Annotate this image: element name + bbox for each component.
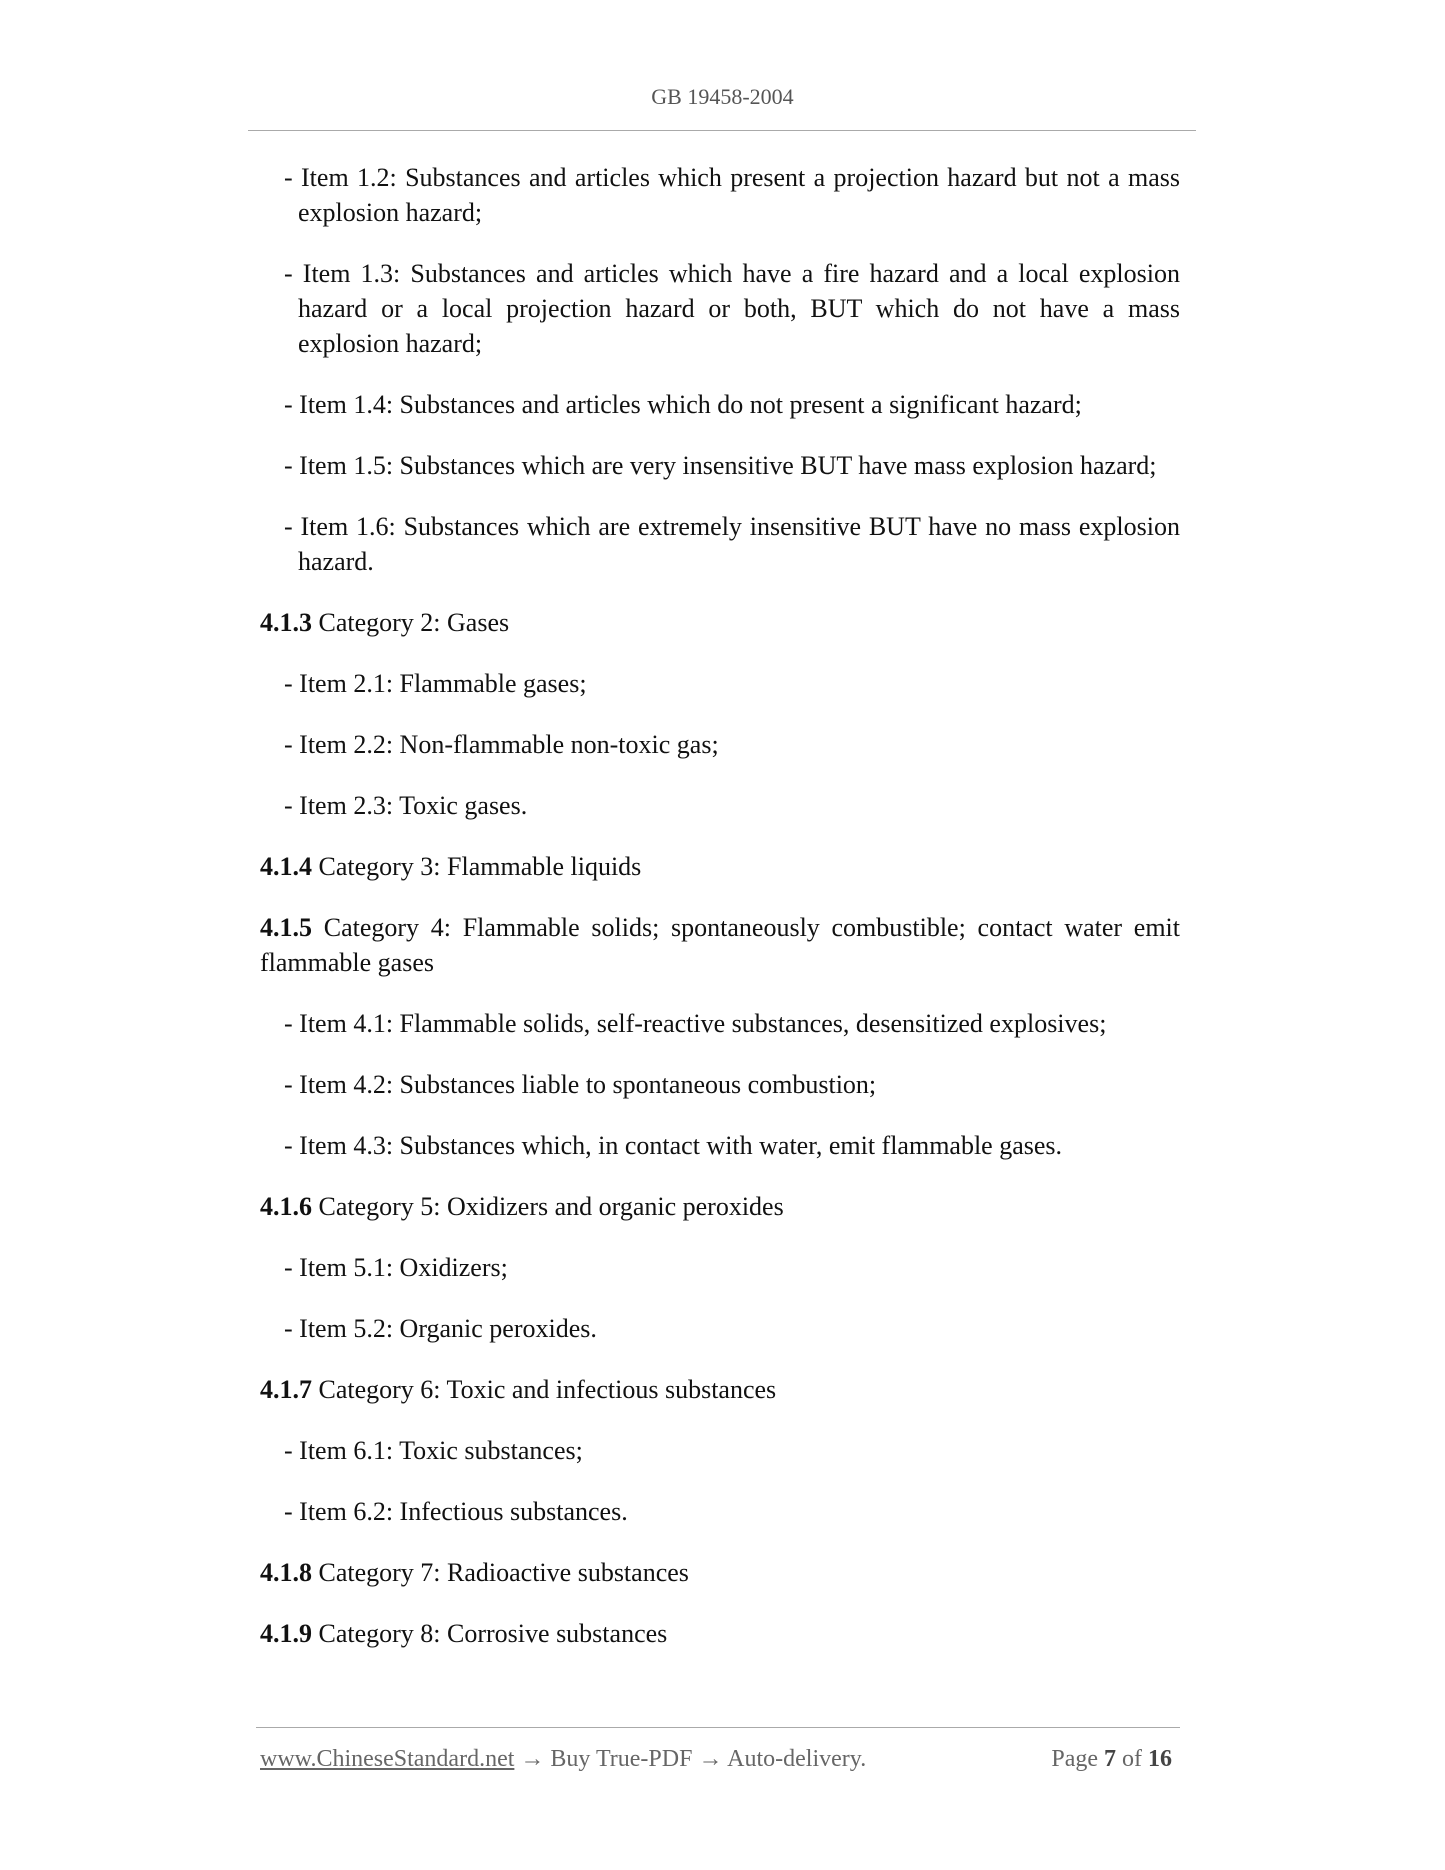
arrow-icon: → — [514, 1746, 551, 1772]
header-title: GB 19458-2004 — [651, 84, 794, 109]
list-item-text: Item 2.2: Non-flammable non-toxic gas; — [299, 730, 719, 759]
list-item — [260, 788, 1180, 823]
footer — [260, 1746, 1172, 1773]
section-number: 4.1.5 — [260, 913, 312, 942]
section-title: Category 7: Radioactive substances — [318, 1558, 689, 1587]
website-link[interactable]: www.ChineseStandard.net — [260, 1746, 515, 1772]
list-dash: - — [284, 259, 303, 288]
section-heading — [260, 605, 1180, 640]
list-item-text: Item 4.1: Flammable solids, self-reactive substances, desensitized explosives; — [299, 1009, 1107, 1038]
section-title: Category 2: Gases — [318, 608, 510, 637]
list-item — [260, 387, 1180, 422]
section-number: 4.1.6 — [260, 1192, 312, 1221]
list-dash: - — [284, 1070, 300, 1099]
section-number: 4.1.9 — [260, 1619, 312, 1648]
section-title: Category 6: Toxic and infectious substances — [318, 1375, 777, 1404]
list-item-text: Item 1.3: Substances and articles which have a fire hazard and a local explosion hazard or a local projection hazard or both, BUT which do not have a mass explosion hazard; — [298, 259, 1180, 358]
section-heading — [260, 1616, 1180, 1651]
list-dash: - — [284, 512, 301, 541]
list-dash: - — [284, 1436, 300, 1465]
page-number: Page 7 of 16 — [1051, 1746, 1172, 1772]
list-item-text: Item 2.3: Toxic gases. — [299, 791, 528, 820]
list-item — [260, 727, 1180, 762]
list-item-text: Item 5.2: Organic peroxides. — [299, 1314, 597, 1343]
list-dash: - — [284, 451, 300, 480]
list-item — [260, 1128, 1180, 1163]
list-item — [260, 1433, 1180, 1468]
list-dash: - — [284, 1009, 300, 1038]
document-body — [260, 160, 1180, 1677]
list-item-text: Item 4.3: Substances which, in contact with water, emit flammable gases. — [299, 1131, 1063, 1160]
section-number: 4.1.3 — [260, 608, 312, 637]
list-item-text: Item 6.2: Infectious substances. — [299, 1497, 628, 1526]
list-item — [260, 1494, 1180, 1529]
section-number: 4.1.4 — [260, 852, 312, 881]
list-dash: - — [284, 791, 300, 820]
auto-delivery-text: Auto-delivery. — [727, 1746, 867, 1772]
list-item — [260, 1067, 1180, 1102]
section-title: Category 5: Oxidizers and organic peroxides — [318, 1192, 784, 1221]
list-item — [260, 448, 1180, 483]
list-dash: - — [284, 730, 300, 759]
list-item — [260, 160, 1180, 230]
section-heading — [260, 1372, 1180, 1407]
buy-pdf-text: Buy True-PDF — [550, 1746, 693, 1772]
section-heading — [260, 849, 1180, 884]
section-heading — [260, 910, 1180, 980]
list-item — [260, 509, 1180, 579]
list-item-text: Item 1.6: Substances which are extremely insensitive BUT have no mass explosion hazard. — [298, 512, 1180, 576]
list-dash: - — [284, 669, 300, 698]
section-number: 4.1.7 — [260, 1375, 312, 1404]
list-dash: - — [284, 390, 300, 419]
arrow-icon: → — [692, 1746, 728, 1772]
section-heading — [260, 1189, 1180, 1224]
list-item-text: Item 1.2: Substances and articles which present a projection hazard but not a mass explosion hazard; — [298, 163, 1180, 227]
list-dash: - — [284, 163, 302, 192]
list-item — [260, 256, 1180, 361]
list-item — [260, 1311, 1180, 1346]
section-title: Category 4: Flammable solids; spontaneously combustible; contact water emit flammable gases — [260, 913, 1181, 977]
section-number: 4.1.8 — [260, 1558, 312, 1587]
section-title: Category 8: Corrosive substances — [318, 1619, 668, 1648]
section-heading — [260, 1555, 1180, 1590]
list-item — [260, 666, 1180, 701]
list-dash: - — [284, 1131, 300, 1160]
list-item — [260, 1250, 1180, 1285]
list-dash: - — [284, 1497, 300, 1526]
section-title: Category 3: Flammable liquids — [318, 852, 642, 881]
list-item-text: Item 1.4: Substances and articles which do not present a significant hazard; — [299, 390, 1082, 419]
list-dash: - — [284, 1253, 300, 1282]
list-item-text: Item 6.1: Toxic substances; — [299, 1436, 583, 1465]
list-item — [260, 1006, 1180, 1041]
list-item-text: Item 1.5: Substances which are very insensitive BUT have mass explosion hazard; — [299, 451, 1157, 480]
header-divider — [248, 130, 1196, 131]
list-item-text: Item 5.1: Oxidizers; — [299, 1253, 508, 1282]
list-item-text: Item 2.1: Flammable gases; — [299, 669, 587, 698]
list-dash: - — [284, 1314, 300, 1343]
footer-divider — [256, 1727, 1180, 1728]
list-item-text: Item 4.2: Substances liable to spontaneous combustion; — [299, 1070, 877, 1099]
